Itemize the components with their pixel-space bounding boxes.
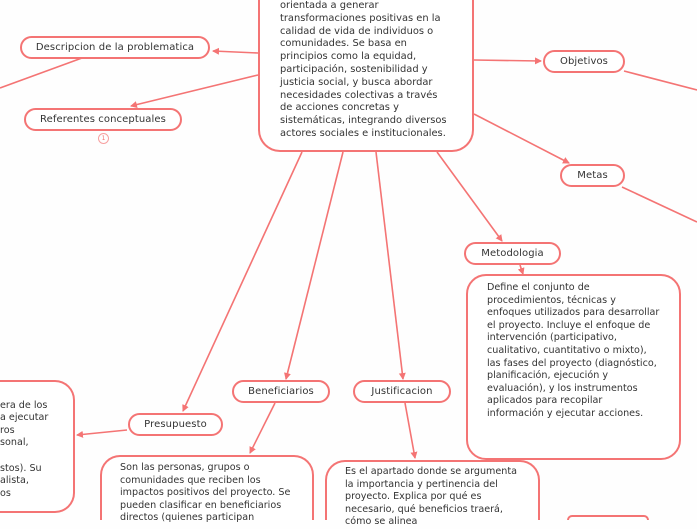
node-justificacion[interactable]: Justificacion [353,380,451,403]
node-descripcion-problematica[interactable]: Descripcion de la problematica [20,36,210,59]
detail-presupuesto[interactable] [0,380,75,513]
node-metodologia[interactable]: Metodologia [464,242,561,265]
detail-presupuesto-text: era de los a ejecutar ros sonal, stos). Su alista, os [0,399,49,499]
detail-justificacion[interactable]: Es el apartado donde se argumenta la importancia y pertinencia del proyecto. Explica por qué es necesario, qué beneficios traerá, cómo se alinea [325,460,540,520]
link-beneficiarios-detail [250,403,275,453]
link-beneficiarios [286,152,343,379]
link-presupuesto [183,152,302,411]
link-descripcion-out [0,58,82,88]
detail-metodologia[interactable]: Define el conjunto de procedimientos, técnicas y enfoques utilizados para desarrollar el proyecto. Incluye el enfoque de intervención (participativo, cualitativo, cuantitativo o mixto), las fases del proyecto (diagnóstico, planificación, ejecución y evaluación), y los instrumentos aplicados para recopilar información y ejecutar acciones. [466,274,681,460]
detail-beneficiarios[interactable]: Son las personas, grupos o comunidades que reciben los impactos positivos del proyecto. Se pueden clasificar en beneficiarios directos (quienes participan [100,455,314,520]
link-referentes [131,75,258,106]
link-presupuesto-detail [77,430,127,435]
link-metas-out [622,187,697,222]
link-metodologia [437,152,502,241]
link-objetivos [474,60,541,61]
collapsed-node-bottom-right[interactable] [567,515,649,520]
link-metodologia-detail [520,265,523,274]
link-descripcion [213,51,258,53]
node-beneficiarios[interactable]: Beneficiarios [232,380,330,403]
link-metas [474,114,569,163]
node-metas[interactable]: Metas [560,164,625,187]
node-referentes-conceptuales[interactable]: Referentes conceptuales [24,108,182,131]
link-justificacion [376,152,403,379]
collapsed-count-badge[interactable]: 1 [98,133,109,144]
node-objetivos[interactable]: Objetivos [543,50,625,73]
node-presupuesto[interactable]: Presupuesto [128,413,223,436]
link-objetivos-out [624,71,697,90]
link-justificacion-detail [405,403,415,458]
central-topic[interactable]: orientada a generar transformaciones positivas en la calidad de vida de individuos o comunidades. Se basa en principios como la equidad, participación, sostenibilidad y justicia social, y busca abordar necesidades colectivas a través de acciones concretas y sistemáticas, integrando diversos actores sociales e institucionales. [258,0,474,152]
